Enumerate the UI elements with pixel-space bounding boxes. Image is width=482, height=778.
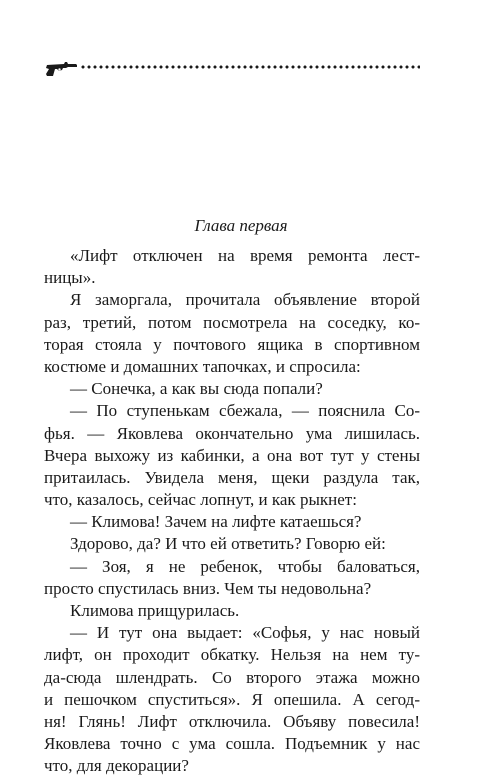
text-line: да-сюда шлендрать. Со второго этажа можно bbox=[44, 667, 420, 687]
text-line: — По ступенькам сбежала, — пояснила Со- bbox=[70, 401, 420, 421]
text-line: ня! Глянь! Лифт отключила. Объяву повесила! bbox=[44, 711, 420, 731]
text-line: Здорово, да? И что ей ответить? Говорю ей: bbox=[70, 534, 386, 554]
text-line: Климова прищурилась. bbox=[70, 601, 240, 620]
text-line: Яковлева точно с ума сошла. Подъемник у нас bbox=[44, 734, 420, 754]
text-line: — И тут она выдает: «Софья, у нас новый bbox=[70, 623, 420, 643]
text-line: что, казалось, сейчас лопнут, и как рыкнет: bbox=[44, 490, 357, 510]
text-line: лифт, он проходит обкатку. Нельзя на нем ту- bbox=[44, 645, 420, 665]
text-line: притаилась. Увидела меня, щеки раздула так, bbox=[44, 467, 420, 487]
text-line: Вчера выхожу из кабинки, а она вот тут у стены bbox=[44, 445, 420, 465]
text-line: «Лифт отключен на время ремонта лест- bbox=[70, 246, 420, 265]
revolver-icon bbox=[44, 57, 78, 77]
text-line: фья. — Яковлева окончательно ума лишилась. bbox=[44, 423, 420, 443]
chapter-title: Глава первая bbox=[194, 216, 288, 235]
text-line: раз, третий, потом посмотрела на соседку, ко- bbox=[44, 312, 420, 332]
text-line: — Климова! Зачем на лифте катаешься? bbox=[70, 512, 362, 532]
text-line: торая стояла у почтового ящика в спортивном bbox=[44, 334, 420, 354]
text-line: костюме и домашних тапочках, и спросила: bbox=[44, 356, 361, 376]
text-line: и пешочком спуститься». Я опешила. А сегод- bbox=[44, 689, 420, 709]
body-text bbox=[44, 245, 420, 778]
header-ornament bbox=[44, 54, 420, 80]
text-line: ницы». bbox=[44, 268, 96, 288]
dotted-rule bbox=[80, 65, 420, 69]
text-line: Я заморгала, прочитала объявление второй bbox=[70, 290, 420, 310]
text-line: — Сонечка, а как вы сюда попали? bbox=[70, 379, 323, 399]
text-line: просто спустилась вниз. Чем ты недовольна? bbox=[44, 578, 372, 598]
text-line: что, для декорации? bbox=[44, 756, 189, 776]
text-line: — Зоя, я не ребенок, чтобы баловаться, bbox=[70, 556, 420, 576]
